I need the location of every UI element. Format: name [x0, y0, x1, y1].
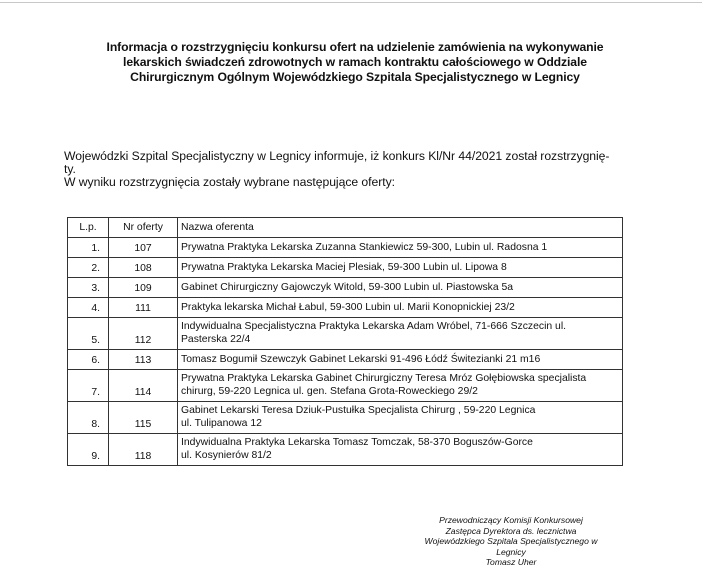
signature-line-position: Zastępca Dyrektora ds. lecznictwa	[445, 525, 577, 536]
title-line-1: Informacja o rozstrzygnięciu konkursu ofert na udzielenie zamówienia na wykonywanie	[106, 40, 604, 54]
bidder-name-line: Indywidualna Specjalistyczna Praktyka Lekarska Adam Wróbel, 71-666 Szczecin ul.	[181, 321, 567, 332]
bidder-name-line: Prywatna Praktyka Lekarska Gabinet Chirurgiczny Teresa Mróz Gołębiowska specjalista	[181, 373, 587, 384]
intro-paragraph	[64, 150, 644, 189]
bidder-name-line: Indywidualna Praktyka Lekarska Tomasz Tomczak, 58-370 Boguszów-Gorce	[181, 437, 533, 448]
page-top-border	[0, 2, 702, 3]
row-lp: 1.	[68, 238, 109, 258]
table-row	[68, 350, 623, 370]
intro-line-2: ty.	[64, 162, 76, 176]
table-row	[68, 298, 623, 318]
row-offer-number: 107	[109, 238, 178, 258]
bidder-name-line: Gabinet Chirurgiczny Gajowczyk Witold, 59-300 Lubin ul. Piastowska 5a	[181, 282, 514, 293]
title-line-3: Chirurgicznym Ogólnym Wojewódzkiego Szpitala Specjalistycznego w Legnicy	[130, 70, 580, 84]
row-offer-number: 115	[109, 402, 178, 434]
row-offer-number: 111	[109, 298, 178, 318]
row-bidder-name	[178, 278, 623, 298]
header-lp: L.p.	[68, 218, 109, 238]
intro-line-3: W wyniku rozstrzygnięcia zostały wybrane następujące oferty:	[64, 175, 395, 189]
table-row	[68, 258, 623, 278]
row-lp: 6.	[68, 350, 109, 370]
row-bidder-name	[178, 434, 623, 466]
bidder-name-line: Tomasz Bogumił Szewczyk Gabinet Lekarski 91-496 Łódź Świtezianki 21 m16	[181, 354, 541, 365]
row-offer-number: 114	[109, 370, 178, 402]
row-bidder-name	[178, 298, 623, 318]
bidder-name-line: ul. Kosynierów 81/2	[181, 450, 272, 461]
row-lp: 8.	[68, 402, 109, 434]
row-lp: 7.	[68, 370, 109, 402]
table-row	[68, 238, 623, 258]
document-title	[60, 40, 650, 85]
row-bidder-name	[178, 402, 623, 434]
header-offer-number: Nr oferty	[109, 218, 178, 238]
table-row	[68, 318, 623, 350]
row-offer-number: 109	[109, 278, 178, 298]
intro-line-1: Wojewódzki Szpital Specjalistyczny w Legnicy informuje, iż konkurs Kl/Nr 44/2021 został rozstrzygnię-	[64, 149, 610, 163]
row-lp: 5.	[68, 318, 109, 350]
table-row	[68, 278, 623, 298]
row-bidder-name	[178, 258, 623, 278]
row-lp: 9.	[68, 434, 109, 466]
table-row	[68, 434, 623, 466]
signature-line-institution: Wojewódzkiego Szpitala Specjalistycznego w	[424, 536, 598, 546]
signature-block	[400, 515, 622, 568]
row-lp: 4.	[68, 298, 109, 318]
row-offer-number: 118	[109, 434, 178, 466]
table-row	[68, 402, 623, 434]
row-offer-number: 108	[109, 258, 178, 278]
table-row	[68, 370, 623, 402]
header-bidder-name: Nazwa oferenta	[178, 218, 623, 238]
row-offer-number: 113	[109, 350, 178, 370]
row-bidder-name	[178, 318, 623, 350]
signature-line-role: Przewodniczący Komisji Konkursowej	[439, 515, 583, 525]
offers-table	[67, 217, 623, 466]
row-lp: 3.	[68, 278, 109, 298]
bidder-name-line: Prywatna Praktyka Lekarska Maciej Plesiak, 59-300 Lubin ul. Lipowa 8	[181, 262, 507, 273]
signature-line-name: Tomasz Uher	[485, 557, 537, 567]
bidder-name-line: Prywatna Praktyka Lekarska Zuzanna Stankiewicz 59-300, Lubin ul. Radosna 1	[181, 242, 548, 253]
bidder-name-line: Praktyka lekarska Michał Łabul, 59-300 Lubin ul. Marii Konopnickiej 23/2	[181, 302, 515, 313]
signature-line-city: Legnicy	[496, 546, 526, 557]
bidder-name-line: ul. Tulipanowa 12	[181, 418, 262, 429]
title-line-2: lekarskich świadczeń zdrowotnych w ramach kontraktu całościowego w Oddziale	[123, 55, 587, 69]
table-header-row	[68, 218, 623, 238]
row-bidder-name	[178, 238, 623, 258]
row-offer-number: 112	[109, 318, 178, 350]
bidder-name-line: Pasterska 22/4	[181, 334, 251, 345]
row-bidder-name	[178, 350, 623, 370]
row-lp: 2.	[68, 258, 109, 278]
bidder-name-line: chirurg, 59-220 Legnica ul. gen. Stefana Grota-Roweckiego 29/2	[181, 386, 478, 397]
bidder-name-line: Gabinet Lekarski Teresa Dziuk-Pustułka Specjalista Chirurg , 59-220 Legnica	[181, 405, 536, 416]
row-bidder-name	[178, 370, 623, 402]
